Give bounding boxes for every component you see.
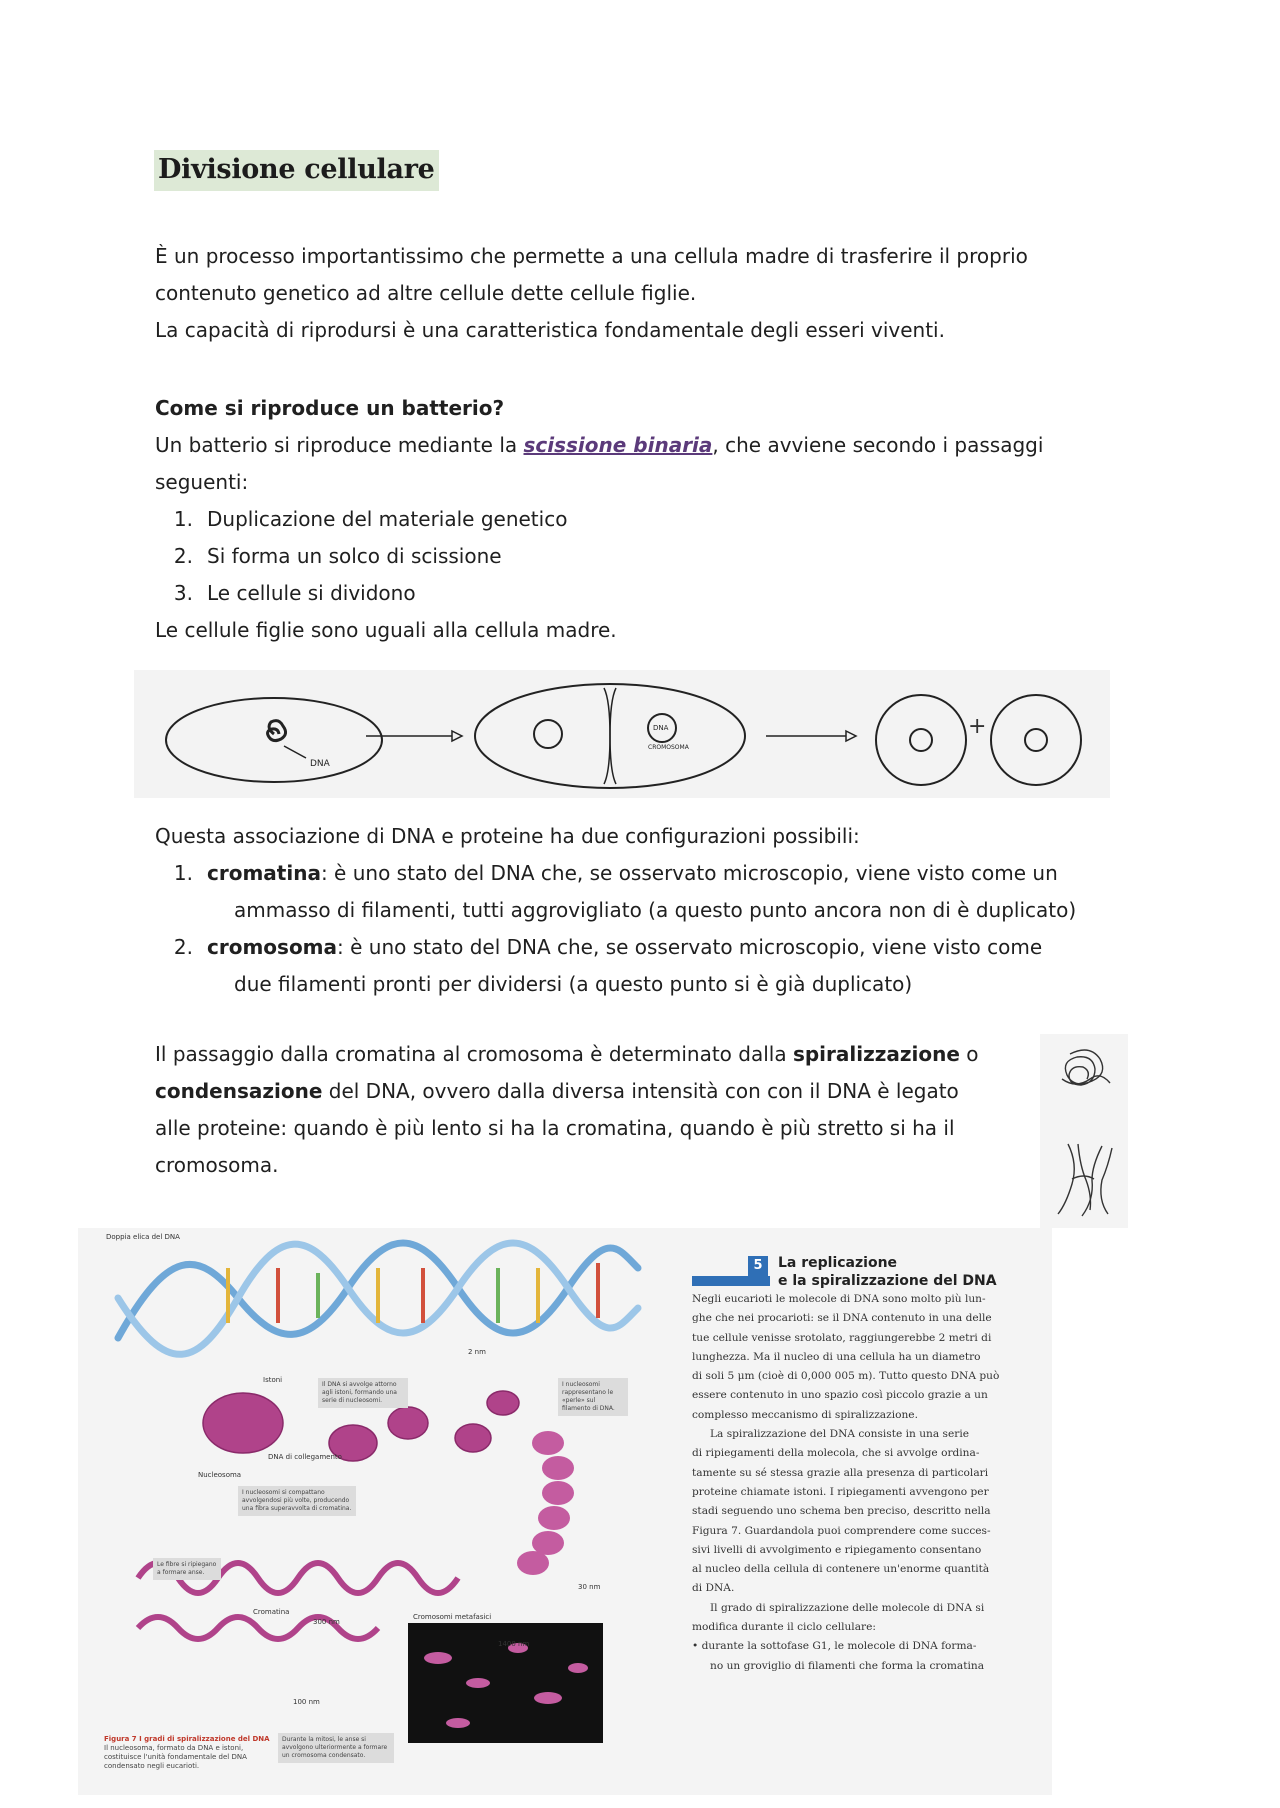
book-line: proteine chiamate istoni. I ripiegamenti avvengono per [692,1485,989,1498]
figure-label: Cromosomi metafasici [413,1613,492,1621]
config-section [155,818,1115,1003]
chromatin-tangle-icon [1065,1050,1102,1085]
centromere-mark [1072,1176,1094,1179]
daughter-dna-2 [1025,729,1047,751]
book-line: • durante la sottofase G1, le molecole di DNA forma- [692,1640,977,1653]
passage-line: cromosoma. [155,1153,279,1177]
daughter-cell-1 [876,695,966,785]
passage-paragraph [155,1036,1015,1184]
daughter-cell-2 [991,695,1081,785]
list-text: : è uno stato del DNA che, se osservato microscopio, viene visto come [337,935,1043,959]
pointer-line [284,746,306,758]
figure-label: 2 nm [468,1348,486,1356]
book-line: di ripiegamenti della molecola, che si avvolge ordina- [692,1447,980,1460]
book-line: La spiralizzazione del DNA consiste in una serie [710,1428,969,1441]
book-line: di soli 5 μm (cioè di 0,000 005 m). Tutto questo DNA può [692,1370,1000,1383]
nucleosome-large [203,1393,283,1453]
text-fragment: , che avviene secondo i passaggi [712,433,1044,457]
plus-sign: + [968,714,987,739]
figure-label: 1400 nm [498,1640,530,1648]
daughter-dna-1 [910,729,932,751]
section-title-line: La replicazione [778,1255,898,1271]
list-number: 2. [173,544,193,568]
book-line: Negli eucarioti le molecole di DNA sono molto più lun- [692,1293,986,1305]
figure-label: 30 nm [578,1583,601,1591]
dna-spiralization-illustration [78,1228,698,1795]
binary-fission-sketch [134,670,1110,798]
arrow-head-1 [452,731,462,741]
chromosome-left-icon [1058,1144,1091,1214]
section-title [778,1254,997,1290]
nucleosome [388,1407,428,1439]
list-item [155,929,1115,966]
term-cromosoma: cromosoma [207,935,338,959]
nucleosome [487,1391,519,1415]
list-item [155,538,1115,575]
book-line: sivi livelli di avvolgimento e ripiegamento consentano [692,1543,982,1556]
section-heading: Come si riproduce un batterio? [155,396,505,420]
fission-drawing [134,670,1110,798]
list-number: 1. [173,507,193,531]
scissione-binaria-link[interactable]: scissione binaria [523,433,713,457]
figure-note: Durante la mitosi, le anse si avvolgono ulteriormente a formare un cromosoma condensato. [278,1733,394,1763]
side-drawing [1040,1034,1128,1228]
book-line: complesso meccanismo di spiralizzazione. [692,1408,918,1421]
book-line: tue cellule venisse srotolato, raggiungerebbe 2 metri di [692,1331,992,1344]
dna-label: DNA [310,759,330,769]
section-number: 5 [748,1256,768,1276]
list-continuation: ammasso di filamenti, tutti aggrovigliato (a questo punto ancora non di è duplicato) [234,898,1077,922]
bacteria-section [155,390,1115,649]
book-line: no un groviglio di filamenti che forma la cromatina [710,1659,985,1672]
chromatin-chromosome-sketch [1040,1034,1128,1228]
list-item [155,501,1115,538]
list-text: Le cellule si dividono [207,581,416,605]
book-line: stadi seguendo uno schema ben preciso, descritto nella [692,1505,991,1518]
nucleosome [455,1424,491,1452]
book-line: modifica durante il ciclo cellulare: [692,1621,876,1634]
passage-line [155,1036,1015,1073]
figure-label: DNA di collegamento [268,1453,342,1461]
cromosoma-label: CROMOSOMA [648,744,689,751]
intro-paragraph [155,238,1115,349]
figure-note: Le fibre si ripiegano a formare anse. [153,1558,221,1580]
intro-line: La capacità di riprodursi è una caratteristica fondamentale degli esseri viventi. [155,318,945,342]
list-number: 3. [173,581,193,605]
arrow-head-2 [846,731,856,741]
term-condensazione: condensazione [155,1079,323,1103]
intro-line: contenuto genetico ad altre cellule dette cellule figlie. [155,281,697,305]
book-line: di DNA. [692,1582,735,1595]
figure-label: Doppia elica del DNA [106,1233,180,1241]
figure-label: 100 nm [293,1698,320,1706]
book-line: Figura 7. Guardandola puoi comprendere come succes- [692,1524,991,1537]
daughter-dna-circle [534,720,562,748]
passage-line [155,1073,1015,1110]
intro-line: È un processo importantissimo che permette a una cellula madre di trasferire il proprio [155,244,1028,268]
term-cromatina: cromatina [207,861,321,885]
list-text: Si forma un solco di scissione [207,544,502,568]
book-line: tamente su sé stessa grazie alla presenza di particolari [692,1466,989,1479]
book-line: Il grado di spiralizzazione delle molecole di DNA si [710,1601,985,1614]
figure-label: 300 nm [313,1618,340,1626]
config-intro: Questa associazione di DNA e proteine ha due configurazioni possibili: [155,824,860,848]
cleavage-furrow-right [610,688,616,784]
figure-label: Nucleosoma [198,1471,242,1479]
passage-line: alle proteine: quando è più lento si ha la cromatina, quando è più stretto si ha il [155,1116,955,1140]
figure-note: I nucleosomi si compattano avvolgendosi più volte, producendo una fibra superavvolta di cromatina. [238,1486,356,1516]
text-fragment: del DNA, ovvero dalla diversa intensità con con il DNA è legato [322,1079,959,1103]
section-title-line: e la spiralizzazione del DNA [778,1273,997,1289]
text-fragment: Il passaggio dalla cromatina al cromosoma è determinato dalla [155,1042,793,1066]
figure-note: Il DNA si avvolge attorno agli istoni, formando una serie di nucleosomi. [318,1378,408,1408]
dna-tangle-icon [268,721,286,741]
bacteria-line: seguenti: [155,470,249,494]
caption-heading: Figura 7 I gradi di spiralizzazione del DNA [104,1735,270,1743]
textbook-column [692,1290,1030,1676]
page-title: Divisione cellulare [154,150,439,191]
list-text: : è uno stato del DNA che, se osservato microscopio, viene visto come un [320,861,1058,885]
section-bar [692,1276,770,1286]
text-fragment: o [959,1042,979,1066]
list-text: Duplicazione del materiale genetico [207,507,568,531]
text-fragment: Un batterio si riproduce mediante la [155,433,524,457]
list-number: 2. [173,935,193,959]
list-item [155,855,1115,892]
figure-caption [104,1735,270,1771]
book-line: al nucleo della cellula di contenere un'enorme quantità [692,1563,990,1576]
bacteria-conclusion: Le cellule figlie sono uguali alla cellula madre. [155,618,617,642]
book-line: ghe che nei procarioti: se il DNA contenuto in una delle [692,1312,992,1325]
dna-label-2: DNA [653,724,669,732]
list-continuation: due filamenti pronti per dividersi (a questo punto si è già duplicato) [234,972,913,996]
figure-label: Istoni [263,1376,283,1384]
caption-body: Il nucleosoma, formato da DNA e istoni, costituisce l'unità fondamentale del DNA condensato negli eucarioti. [104,1744,247,1770]
term-spiralizzazione: spiralizzazione [792,1042,960,1066]
book-line: essere contenuto in uno spazio così piccolo grazie a un [692,1389,988,1402]
bacteria-line [155,427,1115,464]
list-number: 1. [173,861,193,885]
book-line: lunghezza. Ma il nucleo di una cellula ha un diametro [692,1350,981,1363]
list-item [155,575,1115,612]
figure-label: Cromatina [253,1608,290,1616]
cleavage-furrow-left [604,688,610,784]
figure-note: I nucleosomi rappresentano le «perle» sul filamento di DNA. [558,1378,628,1416]
